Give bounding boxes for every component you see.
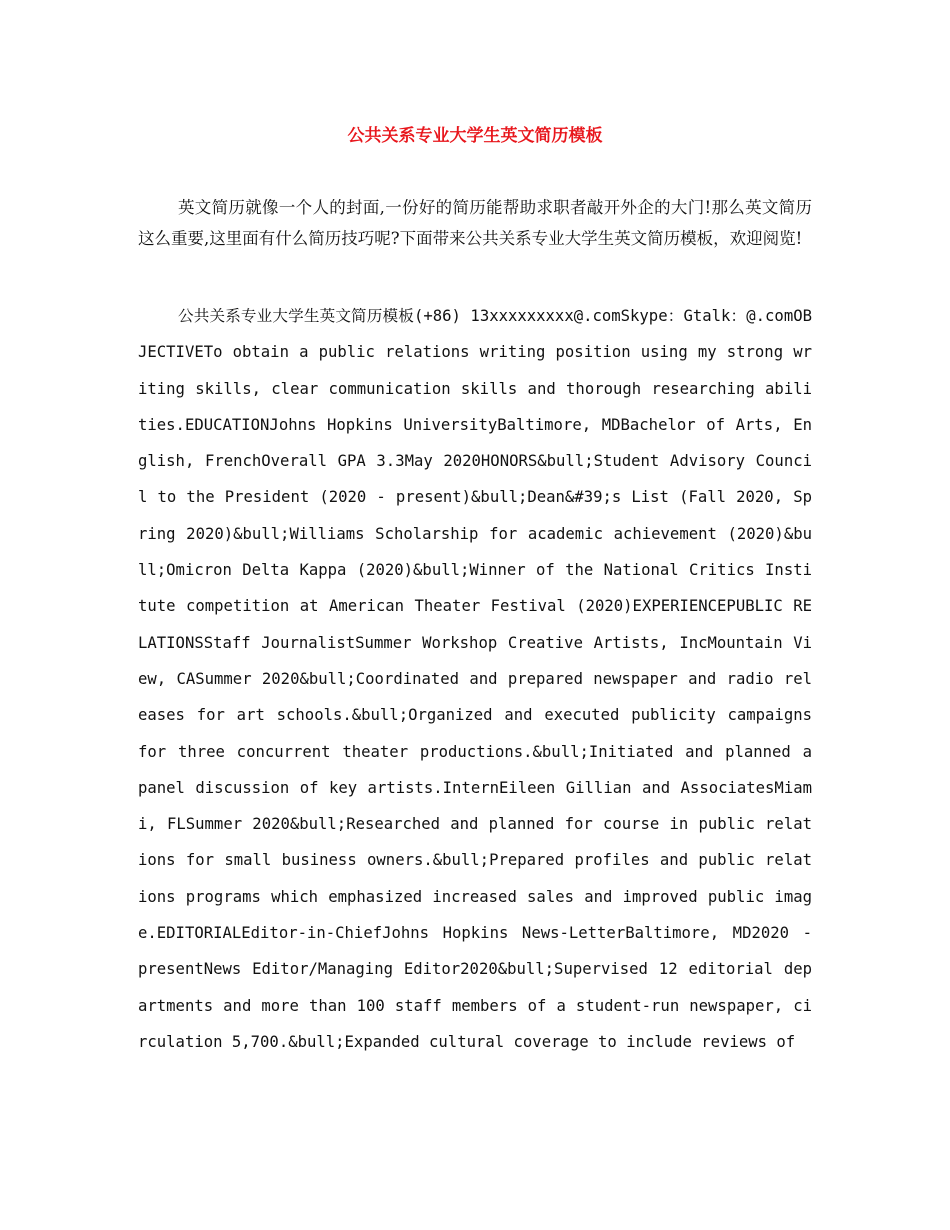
resume-body-paragraph: 公共关系专业大学生英文简历模板(+86) 13xxxxxxxxx@.comSkype：Gtalk：@.comOBJECTIVETo obtain a public relations writing position using my strong writing skills, clear communication skills and thorough researching abilities.EDUCATIONJohns Hopkins UniversityBaltimore, MDBachelor of Arts, English, FrenchOverall GPA 3.3May 2020HONORS&bull;Student Advisory Council to the President (2020 - present)&bull;Dean&#39;s List (Fall 2020, Spring 2020)&bull;Williams Scholarship for academic achievement (2020)&bull;Omicron Delta Kappa (2020)&bull;Winner of the National Critics Institute competition at American Theater Festival (2020)EXPERIENCEPUBLIC RELATIONSStaff JournalistSummer Workshop Creative Artists, IncMountain View, CASummer 2020&bull;Coordinated and prepared newspaper and radio releases for art schools.&bull;Organized and executed publicity campaigns for three concurrent theater productions.&bull;Initiated and planned a panel discussion of key artists.InternEileen Gillian and AssociatesMiami, FLSummer 2020&bull;Researched and planned for course in public relations for small business owners.&bull;Prepared profiles and public relations programs which emphasized increased sales and improved public image.EDITORIALEditor-in-ChiefJohns Hopkins News-LetterBaltimore, MD2020 - presentNews Editor/Managing Editor2020&bull;Supervised 12 editorial departments and more than 100 staff members of a student-run newspaper, circulation 5,700.&bull;Expanded cultural coverage to include reviews of (138, 307, 812, 1051)
document-title: 公共关系专业大学生英文简历模板 (347, 126, 603, 146)
intro-paragraph: 英文简历就像一个人的封面,一份好的简历能帮助求职者敲开外企的大门!那么英文简历这么重要,这里面有什么简历技巧呢?下面带来公共关系专业大学生英文简历模板，欢迎阅览! (138, 198, 812, 248)
